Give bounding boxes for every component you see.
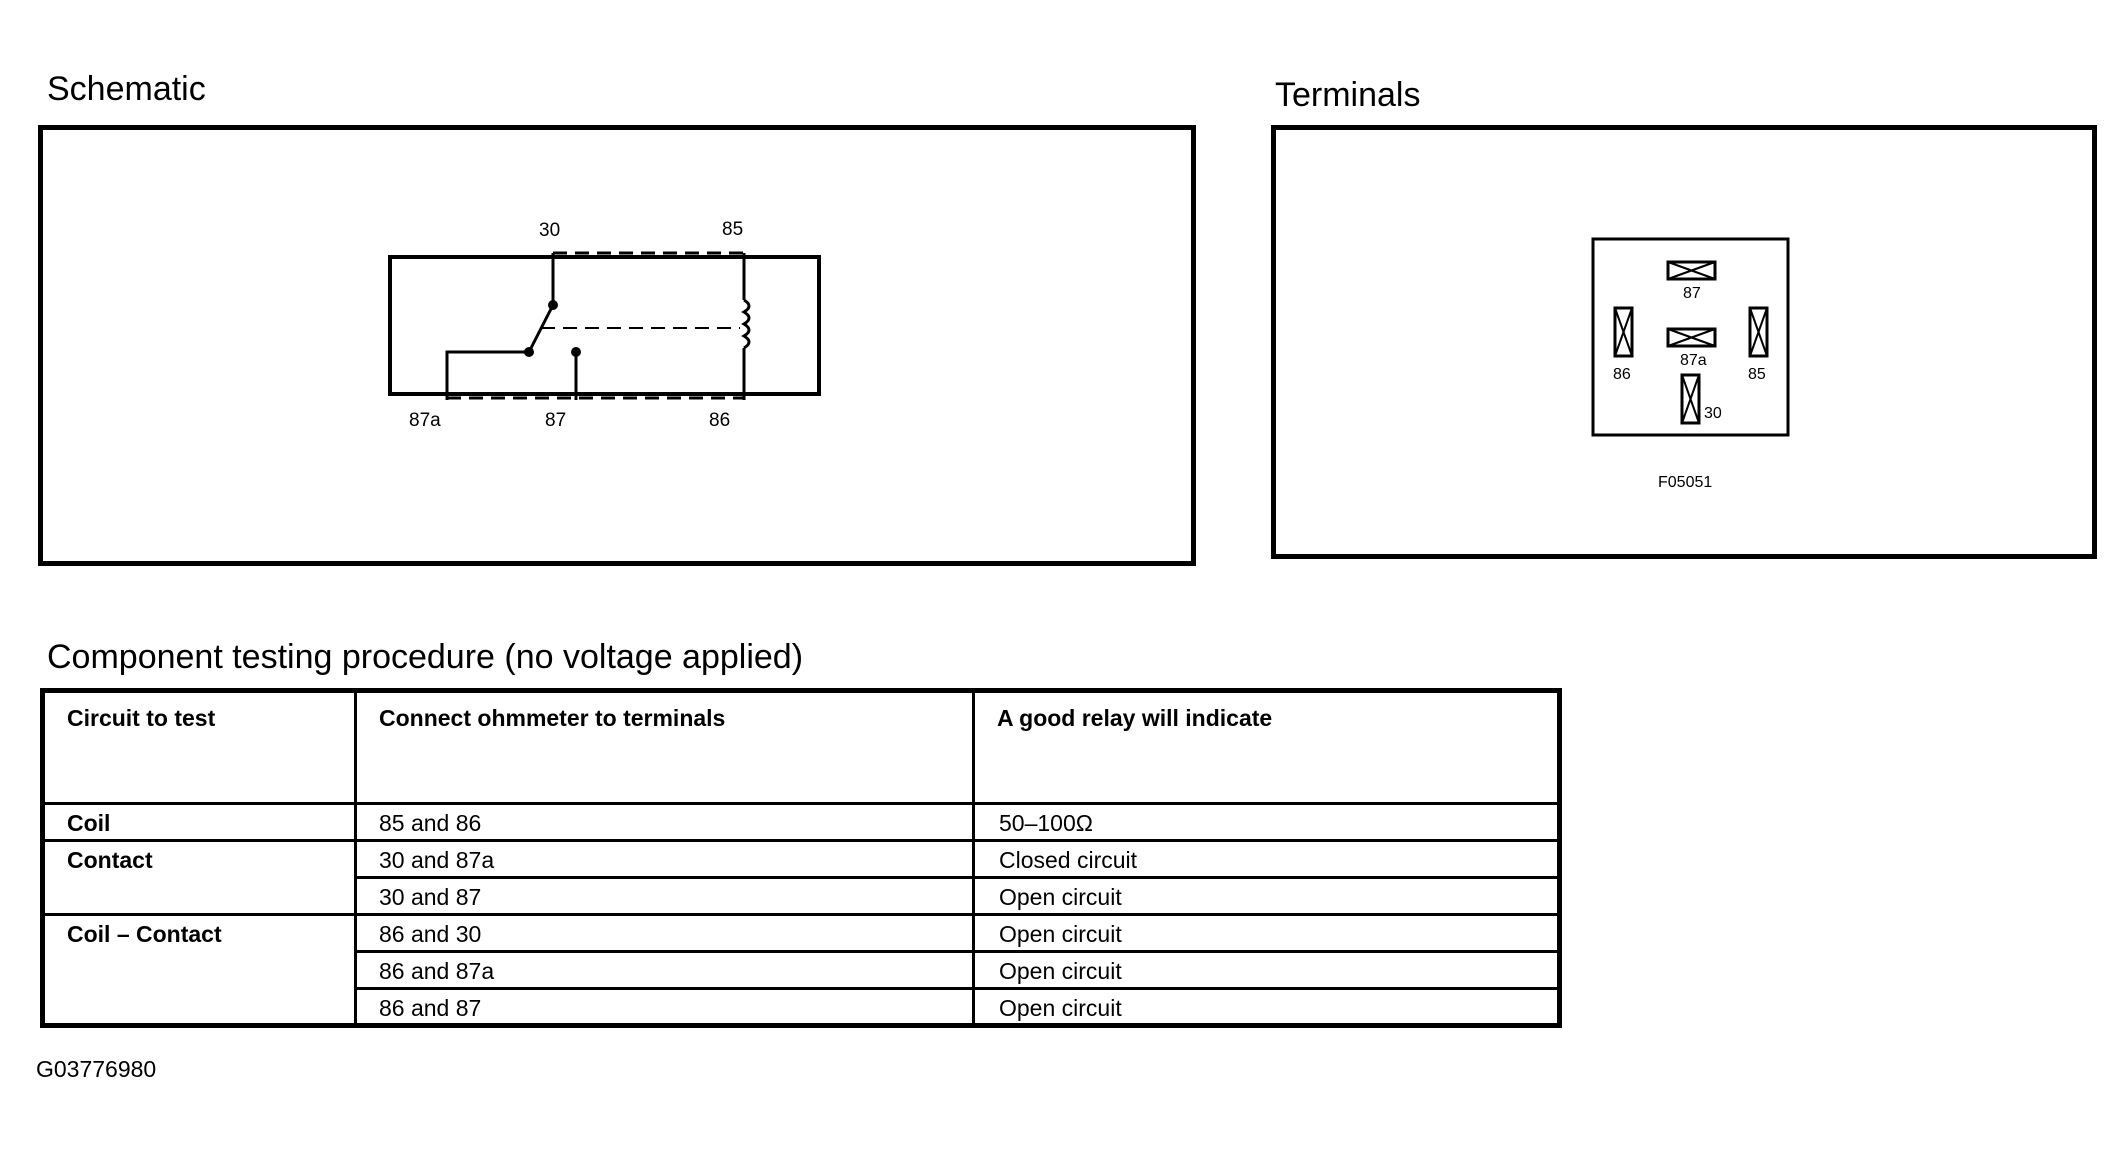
relay-body — [390, 257, 819, 394]
relay-schematic-diagram — [43, 130, 1191, 561]
header-circuit-to-test: Circuit to test — [43, 691, 356, 804]
terminals-cell: 30 and 87 — [356, 878, 974, 915]
result-cell: Open circuit — [974, 915, 1560, 952]
pin-label-85: 85 — [722, 219, 744, 240]
pin-label-87a: 87a — [409, 410, 441, 431]
result-cell: Closed circuit — [974, 841, 1560, 878]
result-cell: Open circuit — [974, 989, 1560, 1026]
header-good-relay-indicates: A good relay will indicate — [974, 691, 1560, 804]
terminals-panel — [1271, 125, 2097, 559]
component-testing-table — [40, 688, 1562, 1028]
terminals-cell: 86 and 87 — [356, 989, 974, 1026]
table-row — [43, 915, 1560, 952]
result-cell: 50–100Ω — [974, 804, 1560, 841]
terminals-cell: 86 and 87a — [356, 952, 974, 989]
pin-label-86: 86 — [709, 410, 731, 431]
terminal-label-86: 86 — [1613, 366, 1631, 383]
terminal-85-icon — [1750, 308, 1767, 356]
terminal-label-85: 85 — [1748, 366, 1766, 383]
terminal-label-87a: 87a — [1680, 352, 1707, 369]
terminals-figure-code: F05051 — [1658, 474, 1713, 491]
terminal-label-30: 30 — [1704, 405, 1722, 422]
pin-label-87: 87 — [545, 410, 567, 431]
terminal-87a-icon — [1668, 329, 1715, 346]
table-row — [43, 841, 1560, 878]
procedure-title: Component testing procedure (no voltage applied) — [47, 638, 804, 676]
circuit-cell-contact: Contact — [43, 841, 356, 915]
circuit-cell-coil: Coil — [43, 804, 356, 841]
terminal-30-icon — [1682, 375, 1699, 423]
figure-id: G03776980 — [36, 1056, 157, 1082]
circuit-cell-coil-contact: Coil – Contact — [43, 915, 356, 1026]
table-row — [43, 804, 1560, 841]
terminal-87-icon — [1668, 262, 1715, 279]
terminal-label-87: 87 — [1683, 285, 1701, 302]
schematic-title: Schematic — [47, 70, 206, 108]
terminals-cell: 30 and 87a — [356, 841, 974, 878]
header-connect-ohmmeter: Connect ohmmeter to terminals — [356, 691, 974, 804]
coil-icon — [744, 300, 749, 348]
table-header-row — [43, 691, 1560, 804]
terminals-cell: 85 and 86 — [356, 804, 974, 841]
terminals-cell: 86 and 30 — [356, 915, 974, 952]
terminal-86-icon — [1615, 308, 1632, 356]
terminals-title: Terminals — [1275, 76, 1421, 114]
pin-label-30: 30 — [539, 220, 561, 241]
relay-terminals-diagram — [1276, 130, 2092, 554]
result-cell: Open circuit — [974, 878, 1560, 915]
result-cell: Open circuit — [974, 952, 1560, 989]
schematic-panel — [38, 125, 1196, 566]
